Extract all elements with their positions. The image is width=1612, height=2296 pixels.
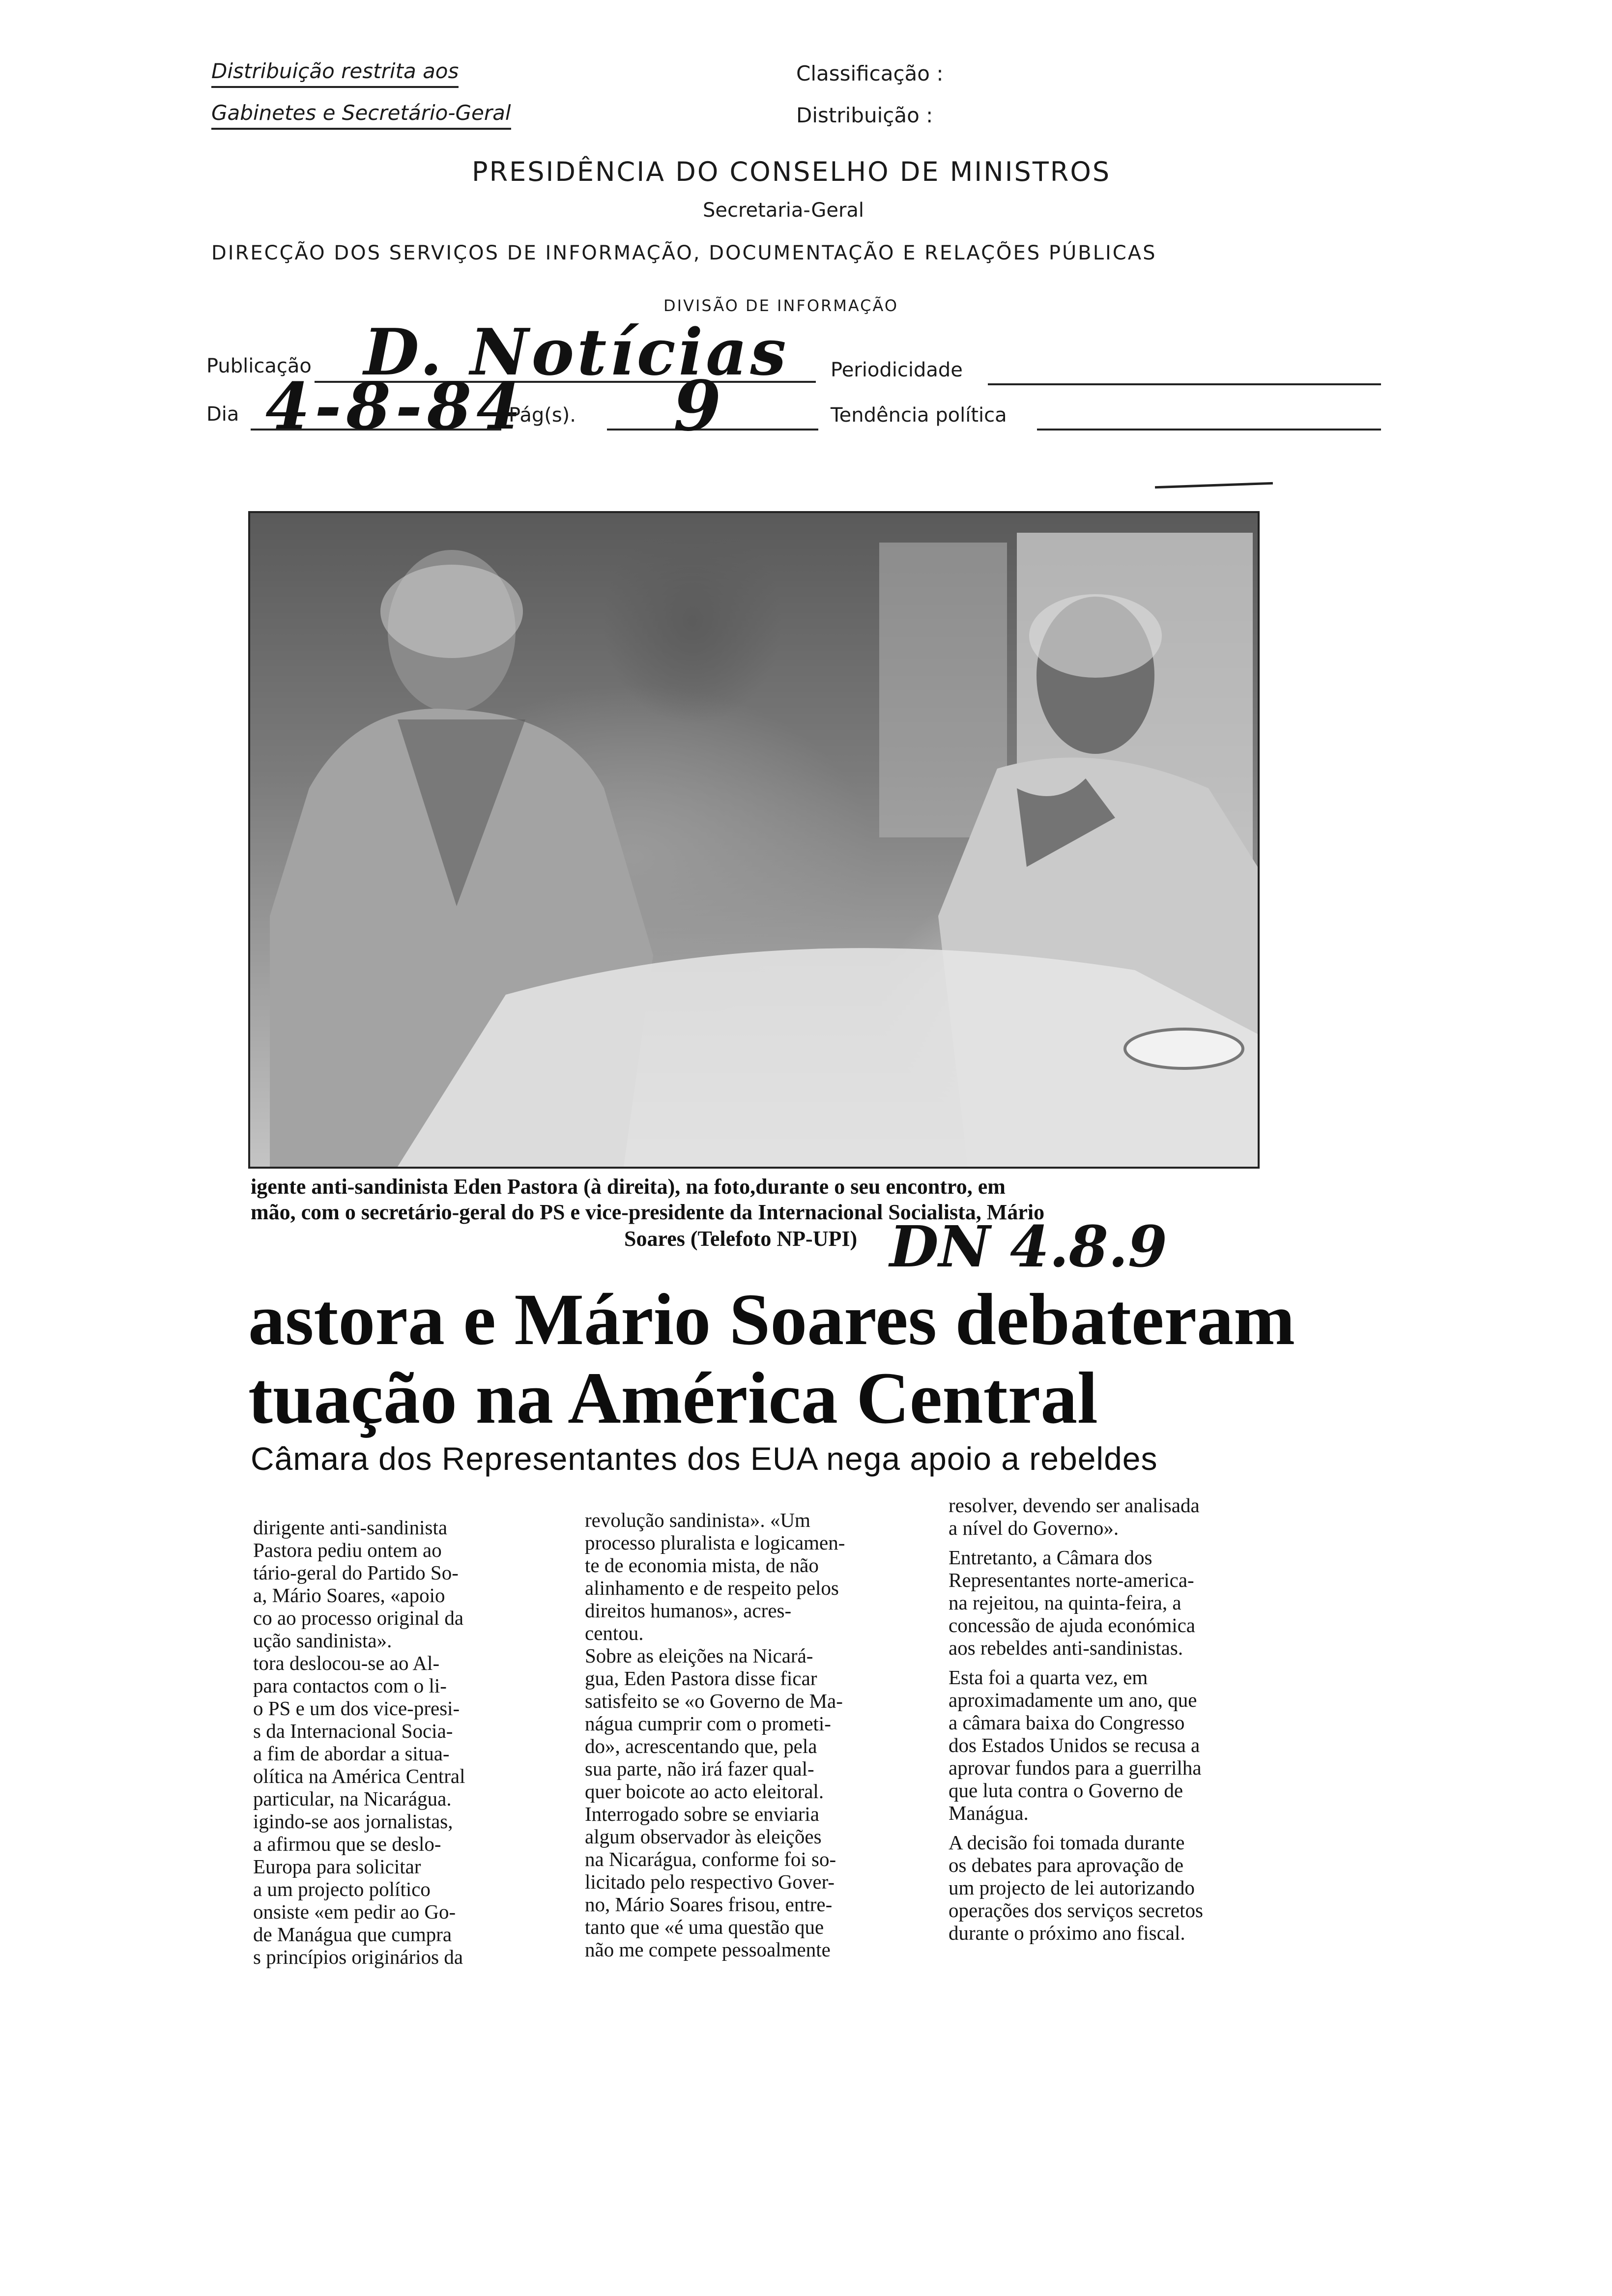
column3-line: um projecto de lei autorizando bbox=[949, 1876, 1195, 1899]
subheadline: Câmara dos Representantes dos EUA nega apoio a rebeldes bbox=[251, 1440, 1158, 1477]
column2-line: na Nicarágua, conforme foi so- bbox=[585, 1848, 836, 1870]
column1-line: a um projecto político bbox=[253, 1878, 431, 1900]
column2-line: processo pluralista e logicamen- bbox=[585, 1531, 845, 1554]
column1-line: o PS e um dos vice-presi- bbox=[253, 1697, 460, 1720]
column3-line: dos Estados Unidos se recusa a bbox=[949, 1734, 1200, 1756]
column1-line: ução sandinista». bbox=[253, 1629, 392, 1652]
column1-line: s princípios originários da bbox=[253, 1946, 463, 1968]
column3-line: que luta contra o Governo de bbox=[949, 1779, 1183, 1802]
column1-line: a afirmou que se deslo- bbox=[253, 1833, 441, 1855]
column2-line: não me compete pessoalmente bbox=[585, 1938, 831, 1961]
periodicidade-label: Periodicidade bbox=[831, 359, 963, 381]
column2-line: tanto que «é uma questão que bbox=[585, 1916, 824, 1938]
column2-line: quer boicote ao acto eleitoral. bbox=[585, 1780, 824, 1803]
photo-caption-line2: mão, com o secretário-geral do PS e vice-presidente da Internacional Socialista, Mário bbox=[251, 1200, 1045, 1224]
column1-line: igindo-se aos jornalistas, bbox=[253, 1810, 453, 1833]
column2-line: Interrogado sobre se enviaria bbox=[585, 1803, 819, 1825]
column1-line: onsiste «em pedir ao Go- bbox=[253, 1900, 456, 1923]
publicacao-label: Publicação bbox=[206, 355, 312, 377]
distribuicao-label: Distribuição : bbox=[796, 103, 933, 127]
column2-line: revolução sandinista». «Um bbox=[585, 1509, 810, 1531]
column1-line: s da Internacional Socia- bbox=[253, 1720, 453, 1742]
column2-line: direitos humanos», acres- bbox=[585, 1599, 792, 1622]
column2-line: satisfeito se «o Governo de Ma- bbox=[585, 1690, 843, 1712]
column2-line: algum observador às eleições bbox=[585, 1825, 822, 1848]
column2-line: do», acrescentando que, pela bbox=[585, 1735, 817, 1757]
column2-line: centou. bbox=[585, 1622, 644, 1644]
column1-line: para contactos com o li- bbox=[253, 1674, 447, 1697]
column3-line: resolver, devendo ser analisada bbox=[949, 1494, 1200, 1517]
clipping-edge-mark bbox=[1155, 482, 1273, 488]
column1-line: olítica na América Central bbox=[253, 1765, 465, 1787]
publicacao-handwritten-value: D. Notícias bbox=[364, 315, 789, 390]
column1-line: a fim de abordar a situa- bbox=[253, 1742, 450, 1765]
article-column-3 bbox=[949, 1494, 1302, 1944]
pags-label: Pág(s). bbox=[509, 404, 576, 427]
column3-line: aproximadamente um ano, que bbox=[949, 1689, 1197, 1711]
column3-line: os debates para aprovação de bbox=[949, 1854, 1184, 1876]
photo-caption-line1: igente anti-sandinista Eden Pastora (à direita), na foto,durante o seu encontro, em bbox=[251, 1175, 1006, 1199]
headline-line1: astora e Mário Soares debateram bbox=[248, 1279, 1295, 1360]
divisao-informacao: DIVISÃO DE INFORMAÇÃO bbox=[663, 296, 899, 315]
column3-line: a nível do Governo». bbox=[949, 1517, 1119, 1539]
classificacao-label: Classificação : bbox=[796, 61, 944, 86]
column2-line: licitado pelo respectivo Gover- bbox=[585, 1870, 835, 1893]
column1-line: tora deslocou-se ao Al- bbox=[253, 1652, 440, 1674]
tendencia-label: Tendência política bbox=[831, 404, 1007, 427]
handwritten-reference-note: DN 4.8.9 bbox=[890, 1214, 1168, 1280]
column3-line: Representantes norte-america- bbox=[949, 1569, 1194, 1591]
direccao-line: DIRECÇÃO DOS SERVIÇOS DE INFORMAÇÃO, DOCUMENTAÇÃO E RELAÇÕES PÚBLICAS bbox=[211, 242, 1157, 264]
dia-label: Dia bbox=[206, 403, 239, 426]
periodicidade-field-line bbox=[988, 383, 1381, 385]
column1-line: Europa para solicitar bbox=[253, 1855, 421, 1878]
column3-line: Entretanto, a Câmara dos bbox=[949, 1546, 1152, 1569]
column1-line: co ao processo original da bbox=[253, 1607, 464, 1629]
org-title: PRESIDÊNCIA DO CONSELHO DE MINISTROS bbox=[472, 156, 1111, 187]
tendencia-field-line bbox=[1037, 429, 1381, 430]
column3-line: na rejeitou, na quinta-feira, a bbox=[949, 1591, 1181, 1614]
column1-line: dirigente anti-sandinista bbox=[253, 1516, 448, 1539]
column1-line: tário-geral do Partido So- bbox=[253, 1561, 459, 1584]
restricted-distribution-line2: Gabinetes e Secretário-Geral bbox=[211, 101, 511, 130]
column3-line: durante o próximo ano fiscal. bbox=[949, 1922, 1185, 1944]
news-photo bbox=[248, 511, 1260, 1169]
column3-line: Esta foi a quarta vez, em bbox=[949, 1666, 1148, 1689]
column2-line: sua parte, não irá fazer qual- bbox=[585, 1757, 814, 1780]
column3-line: A decisão foi tomada durante bbox=[949, 1831, 1185, 1854]
column3-line: aprovar fundos para a guerrilha bbox=[949, 1756, 1202, 1779]
headline-line2: tuação na América Central bbox=[248, 1357, 1098, 1439]
article-column-2 bbox=[585, 1509, 939, 1961]
pags-handwritten-value: 9 bbox=[673, 366, 721, 447]
dia-handwritten-value: 4-8-84 bbox=[265, 369, 526, 444]
column2-line: alinhamento e de respeito pelos bbox=[585, 1577, 839, 1599]
column2-line: gua, Eden Pastora disse ficar bbox=[585, 1667, 817, 1690]
column2-line: no, Mário Soares frisou, entre- bbox=[585, 1893, 833, 1916]
column3-line: aos rebeldes anti-sandinistas. bbox=[949, 1636, 1183, 1659]
photo-caption-line3: Soares (Telefoto NP-UPI) bbox=[624, 1227, 858, 1251]
column1-line: a, Mário Soares, «apoio bbox=[253, 1584, 445, 1607]
column2-line: te de economia mista, de não bbox=[585, 1554, 819, 1577]
secretaria-geral: Secretaria-Geral bbox=[703, 199, 864, 222]
column1-line: Pastora pediu ontem ao bbox=[253, 1539, 442, 1561]
column3-line: concessão de ajuda económica bbox=[949, 1614, 1196, 1636]
column2-line: Sobre as eleições na Nicará- bbox=[585, 1644, 813, 1667]
column3-line: Manágua. bbox=[949, 1802, 1029, 1824]
column3-line: operações dos serviços secretos bbox=[949, 1899, 1204, 1922]
article-column-1 bbox=[253, 1516, 568, 1968]
restricted-distribution-line1: Distribuição restrita aos bbox=[211, 59, 459, 88]
column1-line: de Manágua que cumpra bbox=[253, 1923, 452, 1946]
column1-line: particular, na Nicarágua. bbox=[253, 1787, 452, 1810]
column3-line: a câmara baixa do Congresso bbox=[949, 1711, 1185, 1734]
photo-illustration bbox=[250, 513, 1258, 1167]
column2-line: nágua cumprir com o prometi- bbox=[585, 1712, 831, 1735]
